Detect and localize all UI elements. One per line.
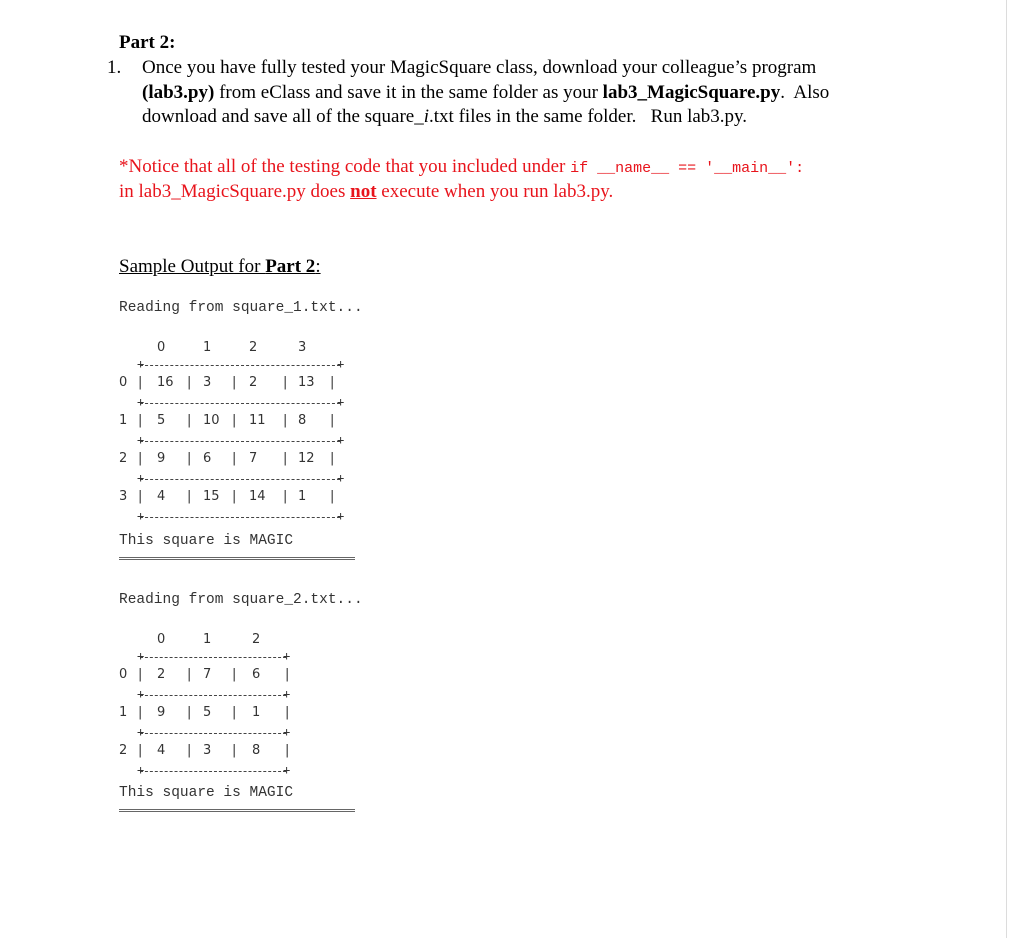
square2-pipe: | xyxy=(187,705,192,720)
square1-pipe: | xyxy=(283,451,288,466)
square2-pipe: | xyxy=(232,743,237,758)
square2-row-header: 0 xyxy=(119,667,128,682)
square1-cell-value: 9 xyxy=(157,451,166,466)
square1-pipe: | xyxy=(232,413,237,428)
square1-col-header-1: 1 xyxy=(203,340,212,355)
square2-row-header: 1 xyxy=(119,705,128,720)
square1-cell-value: 3 xyxy=(203,375,212,390)
square2-pipe: | xyxy=(138,705,143,720)
magicsquare-file-bold: lab3_MagicSquare.py xyxy=(602,82,781,103)
square1-pipe: | xyxy=(138,451,143,466)
square1-cell-value: 16 xyxy=(157,375,174,390)
square2-pipe: | xyxy=(187,667,192,682)
square1-result: This square is MAGIC xyxy=(119,533,294,549)
notice-line-2: in lab3_MagicSquare.py does not execute when you run lab3.py. xyxy=(119,181,614,202)
square2-row-divider xyxy=(140,733,286,734)
square2-row-divider xyxy=(140,695,286,696)
square1-corner-right: + xyxy=(337,471,345,485)
square2-corner-right: + xyxy=(283,687,291,701)
square2-cell-value: 1 xyxy=(252,705,261,720)
square1-row-divider xyxy=(140,403,340,404)
square2-pipe: | xyxy=(232,667,237,682)
square1-pipe: | xyxy=(330,375,335,390)
square1-corner-right: + xyxy=(337,433,345,447)
square2-pipe: | xyxy=(232,705,237,720)
square2-row-header: 2 xyxy=(119,743,128,758)
square1-corner-right: + xyxy=(337,395,345,409)
square2-pipe: | xyxy=(285,705,290,720)
instruction-line-2: (lab3.py) from eClass and save it in the same folder as your lab3_MagicSquare.py. Also xyxy=(142,82,830,103)
square1-pipe: | xyxy=(330,489,335,504)
square2-corner-right: + xyxy=(283,649,291,663)
square2-cell-value: 7 xyxy=(203,667,212,682)
square1-row-divider xyxy=(140,441,340,442)
square1-pipe: | xyxy=(187,375,192,390)
square2-pipe: | xyxy=(285,743,290,758)
lab3-py-bold: (lab3.py) xyxy=(142,82,215,103)
square2-col-header-0: 0 xyxy=(157,632,166,647)
sample-output-heading: Sample Output for Part 2: xyxy=(119,256,321,277)
square2-pipe: | xyxy=(138,743,143,758)
main-guard-code: if __name__ == '__main__': xyxy=(570,160,805,177)
square1-cell-value: 14 xyxy=(249,489,266,504)
square1-separator xyxy=(119,557,355,560)
square1-col-header-2: 2 xyxy=(249,340,258,355)
square1-pipe: | xyxy=(138,413,143,428)
square1-pipe: | xyxy=(138,489,143,504)
square1-corner-left: + xyxy=(137,357,145,371)
square1-cell-value: 13 xyxy=(298,375,315,390)
square2-pipe: | xyxy=(138,667,143,682)
square1-corner-right: + xyxy=(337,509,345,523)
square1-cell-value: 5 xyxy=(157,413,166,428)
part-heading: Part 2: xyxy=(119,32,176,53)
square2-corner-right: + xyxy=(283,763,291,777)
square1-cell-value: 1 xyxy=(298,489,307,504)
square1-col-header-0: 0 xyxy=(157,340,166,355)
square2-result: This square is MAGIC xyxy=(119,785,294,801)
square1-col-header-3: 3 xyxy=(298,340,307,355)
square2-corner-left: + xyxy=(137,649,145,663)
square1-corner-left: + xyxy=(137,471,145,485)
square2-cell-value: 6 xyxy=(252,667,261,682)
square1-row-header: 0 xyxy=(119,375,128,390)
square2-cell-value: 4 xyxy=(157,743,166,758)
square1-pipe: | xyxy=(283,413,288,428)
square2-cell-value: 5 xyxy=(203,705,212,720)
square1-cell-value: 4 xyxy=(157,489,166,504)
square2-pipe: | xyxy=(285,667,290,682)
square1-cell-value: 10 xyxy=(203,413,220,428)
square1-cell-value: 11 xyxy=(249,413,266,428)
square1-corner-left: + xyxy=(137,395,145,409)
square2-corner-right: + xyxy=(283,725,291,739)
square1-cell-value: 15 xyxy=(203,489,220,504)
square1-pipe: | xyxy=(283,375,288,390)
square2-corner-left: + xyxy=(137,763,145,777)
square1-row-divider xyxy=(140,479,340,480)
square2-cell-value: 9 xyxy=(157,705,166,720)
square1-row-header: 3 xyxy=(119,489,128,504)
square2-corner-left: + xyxy=(137,687,145,701)
square1-cell-value: 8 xyxy=(298,413,307,428)
square1-pipe: | xyxy=(187,489,192,504)
instruction-line-3: download and save all of the square_i.txt files in the same folder. Run lab3.py. xyxy=(142,106,748,127)
square1-corner-left: + xyxy=(137,433,145,447)
square1-pipe: | xyxy=(232,451,237,466)
square1-cell-value: 7 xyxy=(249,451,258,466)
square1-corner-right: + xyxy=(337,357,345,371)
square2-reading-line: Reading from square_2.txt... xyxy=(119,592,363,608)
square1-pipe: | xyxy=(330,413,335,428)
square2-cell-value: 3 xyxy=(203,743,212,758)
square1-row-divider xyxy=(140,365,340,366)
square2-col-header-2: 2 xyxy=(252,632,261,647)
square1-cell-value: 2 xyxy=(249,375,258,390)
square2-col-header-1: 1 xyxy=(203,632,212,647)
square1-cell-value: 12 xyxy=(298,451,315,466)
square1-row-header: 1 xyxy=(119,413,128,428)
not-emphasis: not xyxy=(350,181,377,202)
square1-reading-line: Reading from square_1.txt... xyxy=(119,300,363,316)
square1-pipe: | xyxy=(138,375,143,390)
square1-cell-value: 6 xyxy=(203,451,212,466)
square2-row-divider xyxy=(140,657,286,658)
notice-line-1: *Notice that all of the testing code that you included under if __name__ == '__main__': xyxy=(119,156,805,177)
square2-cell-value: 2 xyxy=(157,667,166,682)
square2-row-divider xyxy=(140,771,286,772)
square1-row-divider xyxy=(140,517,340,518)
square2-separator xyxy=(119,809,355,812)
square1-pipe: | xyxy=(187,451,192,466)
square2-pipe: | xyxy=(187,743,192,758)
square1-pipe: | xyxy=(330,451,335,466)
square1-pipe: | xyxy=(283,489,288,504)
square1-row-header: 2 xyxy=(119,451,128,466)
square1-pipe: | xyxy=(232,375,237,390)
square1-pipe: | xyxy=(232,489,237,504)
square1-pipe: | xyxy=(187,413,192,428)
square2-corner-left: + xyxy=(137,725,145,739)
instruction-line-1: Once you have fully tested your MagicSquare class, download your colleague’s program xyxy=(142,57,817,78)
step-number: 1. xyxy=(107,57,122,78)
square2-cell-value: 8 xyxy=(252,743,261,758)
square1-corner-left: + xyxy=(137,509,145,523)
